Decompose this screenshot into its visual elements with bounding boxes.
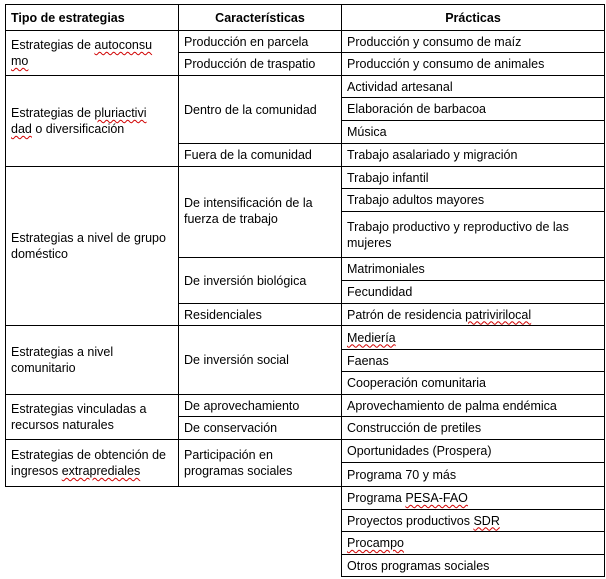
tipo-cell: Estrategias de pluriactivi dad o diversificación bbox=[11, 106, 147, 136]
caracteristica-cell: De inversión social bbox=[184, 353, 289, 367]
caracteristica-cell: Fuera de la comunidad bbox=[184, 148, 312, 162]
caracteristica-cell: De intensificación de la fuerza de trabajo bbox=[184, 196, 313, 226]
table-rule bbox=[604, 4, 605, 577]
table-rule bbox=[341, 576, 605, 577]
caracteristica-cell: Producción en parcela bbox=[184, 34, 309, 49]
practica-cell: Mediería bbox=[347, 330, 396, 345]
practica-cell: Música bbox=[347, 125, 387, 139]
caracteristica-cell: De aprovechamiento bbox=[184, 398, 300, 413]
practica-cell: Trabajo adultos mayores bbox=[347, 193, 485, 207]
practica-cell: Oportunidades (Prospera) bbox=[347, 444, 492, 458]
practica-cell: Fecundidad bbox=[347, 285, 413, 299]
practica-cell: Trabajo infantil bbox=[347, 170, 429, 185]
table-rule bbox=[5, 486, 341, 487]
practica-cell: Programa PESA-FAO bbox=[347, 491, 468, 505]
practica-cell: Producción y consumo de maíz bbox=[347, 34, 522, 49]
tipo-cell: Estrategias de autoconsu mo bbox=[11, 38, 153, 68]
tipo-cell: Estrategias a nivel de grupo doméstico bbox=[11, 231, 166, 261]
caracteristica-cell: De conservación bbox=[184, 421, 278, 435]
practica-cell: Patrón de residencia patrivirilocal bbox=[347, 307, 532, 322]
caracteristica-cell: Participación en programas sociales bbox=[184, 448, 293, 478]
header-tipo: Tipo de estrategias bbox=[11, 10, 125, 25]
caracteristica-cell: Producción de traspatio bbox=[184, 57, 316, 71]
practica-cell: Faenas bbox=[347, 353, 389, 368]
header-practicas: Prácticas bbox=[445, 10, 501, 25]
tipo-cell: Estrategias de obtención de ingresos extraprediales bbox=[11, 448, 166, 478]
practica-cell: Trabajo asalariado y migración bbox=[347, 148, 518, 162]
caracteristica-cell: Residenciales bbox=[184, 307, 262, 322]
practica-cell: Cooperación comunitaria bbox=[347, 376, 486, 390]
practica-cell: Trabajo productivo y reproductivo de las mujeres bbox=[347, 219, 569, 250]
practica-cell: Actividad artesanal bbox=[347, 79, 453, 94]
practica-cell: Procampo bbox=[347, 536, 404, 550]
practica-cell: Matrimoniales bbox=[347, 262, 425, 276]
practica-cell: Proyectos productivos SDR bbox=[347, 513, 500, 528]
practica-cell: Producción y consumo de animales bbox=[347, 57, 545, 71]
practica-cell: Construcción de pretiles bbox=[347, 421, 482, 435]
tipo-cell: Estrategias a nivel comunitario bbox=[11, 345, 114, 375]
practica-cell: Programa 70 y más bbox=[347, 467, 457, 482]
practica-cell: Aprovechamiento de palma endémica bbox=[347, 398, 557, 413]
practica-cell: Elaboración de barbacoa bbox=[347, 102, 486, 116]
caracteristica-cell: De inversión biológica bbox=[184, 273, 307, 288]
header-caracteristicas: Características bbox=[215, 10, 305, 25]
practica-cell: Otros programas sociales bbox=[347, 558, 490, 573]
tipo-cell: Estrategias vinculadas a recursos naturales bbox=[11, 402, 147, 432]
caracteristica-cell: Dentro de la comunidad bbox=[184, 102, 317, 117]
